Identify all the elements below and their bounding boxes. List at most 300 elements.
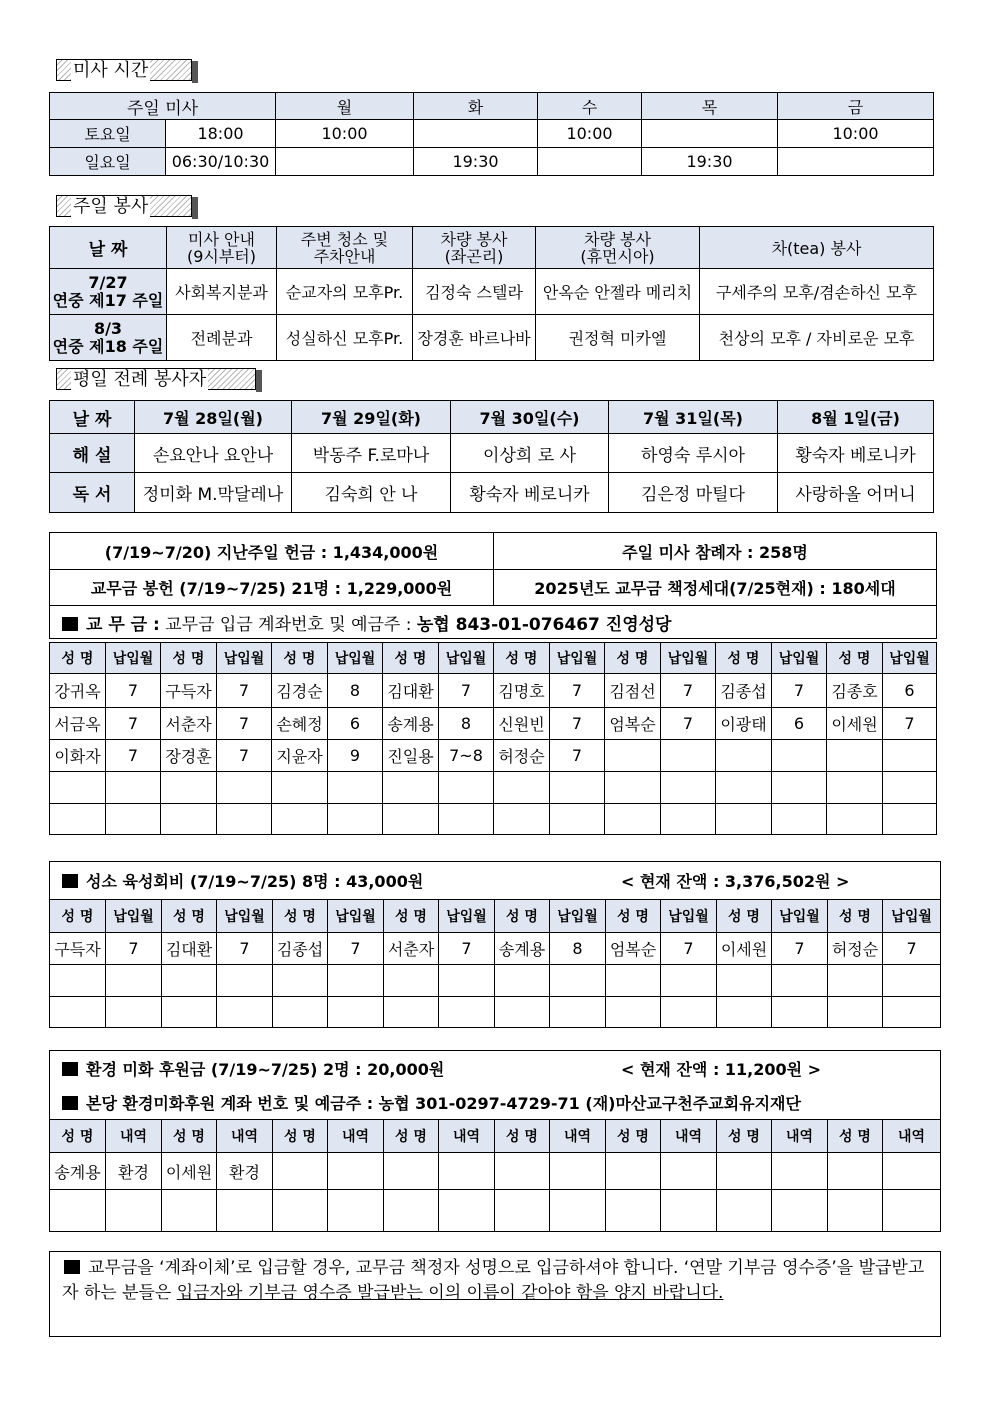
sunday-car-cell: 안옥순 안젤라 메리치 [536,269,700,315]
value-cell: 6 [772,708,827,740]
value-cell [550,772,605,804]
value-cell [772,1190,828,1232]
environment-account-row [50,1086,941,1120]
name-cell [273,1190,328,1232]
weekday-role-label: 독 서 [50,473,135,513]
name-cell [495,1153,550,1190]
mass-time-cell: 19:30 [642,148,778,176]
value-cell [106,804,161,835]
value-cell: 7~8 [439,740,494,772]
column-header-value: 내역 [883,1120,941,1153]
value-cell [883,1190,941,1232]
name-cell [606,997,661,1028]
name-cell: 구득자 [50,933,106,965]
sunday-header-date: 날 짜 [50,227,167,269]
value-cell [328,804,383,835]
column-header-name: 성 명 [384,900,439,933]
mass-time-cell [276,148,414,176]
name-cell: 김경순 [272,674,328,708]
name-cell: 구득자 [161,674,217,708]
value-cell [772,772,827,804]
value-cell: 7 [550,708,605,740]
column-header-name: 성 명 [50,643,106,674]
name-cell [50,1190,106,1232]
column-header-value: 내역 [106,1120,162,1153]
value-cell [217,1190,273,1232]
mass-time-cell: 10:00 [538,120,642,148]
column-header-value: 납입월 [772,643,827,674]
value-cell [439,965,495,997]
tithe-account-row [50,606,937,639]
name-cell [495,965,550,997]
column-header-name: 성 명 [828,900,883,933]
column-header-name: 성 명 [495,900,550,933]
value-cell [439,997,495,1028]
name-cell: 이화자 [50,740,106,772]
mass-time-cell: 10:00 [276,120,414,148]
value-cell: 7 [217,740,272,772]
weekday-header-day: 7월 31일(목) [609,401,778,434]
value-cell [328,772,383,804]
mass-day-label: 일요일 [50,148,166,176]
column-header-name: 성 명 [384,1120,439,1153]
name-cell: 김종섭 [716,674,772,708]
offering-summary-table [49,532,937,639]
sunday-date-cell: 7/27 연중 제17 주일 [50,269,167,315]
sunday-header-cleaning: 주변 청소 및 주차안내 [277,227,413,269]
column-header-value: 납입월 [328,643,383,674]
name-cell: 진일용 [383,740,439,772]
column-header-value: 납입월 [106,900,162,933]
vocation-fund-table [49,861,941,1028]
column-header-name: 성 명 [606,1120,661,1153]
column-header-value: 내역 [217,1120,273,1153]
value-cell [772,804,827,835]
weekday-service-title: 평일 전례 봉사자 [56,368,256,390]
name-cell [495,997,550,1028]
name-cell [50,772,106,804]
sunday-row [50,269,934,315]
value-cell: 8 [550,933,606,965]
tithe-households: 2025년도 교무금 책정세대(7/25현재) : 180세대 [494,570,937,606]
value-cell: 8 [439,708,494,740]
weekday-person-cell: 하영숙 루시아 [609,434,778,473]
sunday-cleaning-cell: 순교자의 모후Pr. [277,269,413,315]
tithe-offering: 교무금 봉헌 (7/19~7/25) 21명 : 1,229,000원 [50,570,494,606]
mass-header-tue: 화 [414,93,538,120]
name-cell [495,1190,550,1232]
value-cell: 7 [217,674,272,708]
name-cell: 손혜정 [272,708,328,740]
name-cell [605,804,661,835]
value-cell [550,1153,606,1190]
value-cell: 7 [328,933,384,965]
value-cell [772,997,828,1028]
name-cell [605,740,661,772]
column-header-name: 성 명 [50,1120,106,1153]
mass-row-sunday [50,148,934,176]
value-cell: 환경 [106,1153,162,1190]
vocation-grid-header-row [50,900,941,933]
offering-summary-row [50,533,937,570]
mass-time-cell [538,148,642,176]
weekday-person-cell: 사랑하올 어머니 [778,473,934,513]
name-cell: 김점선 [605,674,661,708]
mass-header-sunday: 주일 미사 [50,93,276,120]
column-header-value: 납입월 [550,900,606,933]
column-header-value: 납입월 [661,643,716,674]
value-cell [328,1153,384,1190]
name-cell [384,965,439,997]
mass-header-mon: 월 [276,93,414,120]
mass-header-row [50,93,934,120]
environment-title-row [50,1051,941,1086]
name-cell [606,1190,661,1232]
value-cell [772,965,828,997]
name-cell [273,997,328,1028]
value-cell [661,740,716,772]
mass-attendees: 주일 미사 참례자 : 258명 [494,533,937,570]
column-header-name: 성 명 [272,643,328,674]
column-header-value: 납입월 [217,643,272,674]
column-header-value: 납입월 [328,900,384,933]
name-cell: 김명호 [494,674,550,708]
value-cell: 8 [328,674,383,708]
value-cell [550,804,605,835]
column-header-value: 납입월 [439,900,495,933]
square-bullet-icon [62,874,78,888]
value-cell: 6 [883,674,937,708]
value-cell: 환경 [217,1153,273,1190]
env-grid-header-row [50,1120,941,1153]
name-cell [494,804,550,835]
value-cell [883,740,937,772]
name-cell [162,965,217,997]
value-cell [772,740,827,772]
mass-time-cell: 19:30 [414,148,538,176]
name-cell [272,804,328,835]
name-cell [383,804,439,835]
value-cell [661,804,716,835]
column-header-name: 성 명 [828,1120,883,1153]
value-cell [328,997,384,1028]
column-header-value: 납입월 [661,900,717,933]
weekday-header-day: 7월 29일(화) [292,401,451,434]
value-cell [439,1153,495,1190]
weekday-person-cell: 이상희 로 사 [451,434,609,473]
notice-box [49,1251,941,1337]
value-cell [550,1190,606,1232]
value-cell: 7 [661,674,716,708]
square-bullet-icon [62,1096,78,1110]
mass-time-cell: 06:30/10:30 [166,148,276,176]
value-cell: 7 [883,933,941,965]
name-cell [383,772,439,804]
mass-time-cell: 10:00 [778,120,934,148]
value-cell [328,1190,384,1232]
sunday-guide-cell: 사회복지분과 [167,269,277,315]
name-cell [50,804,106,835]
name-cell [273,1153,328,1190]
mass-header-thu: 목 [642,93,778,120]
sunday-guide-cell: 전례분과 [167,315,277,361]
table-row [50,674,937,708]
column-header-name: 성 명 [717,1120,772,1153]
table-row [50,933,941,965]
value-cell: 7 [550,674,605,708]
weekday-row-reading [50,473,934,513]
weekday-person-cell: 정미화 M.막달레나 [135,473,292,513]
weekday-service-table [49,400,934,513]
name-cell [828,997,883,1028]
column-header-name: 성 명 [605,643,661,674]
value-cell: 7 [550,740,605,772]
table-row [50,965,941,997]
value-cell: 9 [328,740,383,772]
column-header-value: 납입월 [217,900,273,933]
weekday-header-day: 7월 28일(월) [135,401,292,434]
name-cell: 엄복순 [606,933,661,965]
name-cell: 서춘자 [161,708,217,740]
sunday-car-cell: 권정혁 미카엘 [536,315,700,361]
value-cell: 6 [328,708,383,740]
column-header-name: 성 명 [383,643,439,674]
column-header-value: 내역 [661,1120,717,1153]
value-cell [883,804,937,835]
value-cell: 7 [106,708,161,740]
sunday-header-row [50,227,934,269]
column-header-value: 납입월 [550,643,605,674]
value-cell [217,965,273,997]
mass-time-cell [414,120,538,148]
value-cell [883,1153,941,1190]
value-cell: 7 [439,674,494,708]
value-cell: 7 [772,674,827,708]
column-header-name: 성 명 [495,1120,550,1153]
name-cell [827,804,883,835]
name-cell [605,772,661,804]
value-cell [661,965,717,997]
column-header-name: 성 명 [273,1120,328,1153]
value-cell [439,772,494,804]
value-cell: 7 [106,933,162,965]
column-header-name: 성 명 [273,900,328,933]
column-header-name: 성 명 [717,900,772,933]
sunday-date-cell: 8/3 연중 제18 주일 [50,315,167,361]
name-cell: 송계용 [383,708,439,740]
value-cell: 7 [106,740,161,772]
value-cell: 7 [661,933,717,965]
table-row [50,804,937,835]
square-bullet-icon [64,1260,80,1274]
value-cell [550,997,606,1028]
sunday-header-car-1: 차량 봉사 (좌곤리) [413,227,536,269]
value-cell: 7 [661,708,716,740]
name-cell [716,804,772,835]
weekday-header-date: 날 짜 [50,401,135,434]
value-cell [106,997,162,1028]
weekday-person-cell: 손요안나 요안나 [135,434,292,473]
name-cell [828,1153,883,1190]
name-cell: 장경훈 [161,740,217,772]
sunday-header-car-2: 차량 봉사 (휴먼시아) [536,227,700,269]
weekday-person-cell: 박동주 F.로마나 [292,434,451,473]
name-cell: 김종호 [827,674,883,708]
value-cell [106,1190,162,1232]
sunday-service-table [49,226,934,361]
name-cell: 김대환 [162,933,217,965]
name-cell: 이세원 [162,1153,217,1190]
weekday-role-label: 해 설 [50,434,135,473]
name-cell [384,1190,439,1232]
name-cell [827,740,883,772]
column-header-name: 성 명 [494,643,550,674]
name-cell [50,965,106,997]
name-cell [273,965,328,997]
column-header-name: 성 명 [162,1120,217,1153]
name-cell: 김대환 [383,674,439,708]
weekday-person-cell: 김은정 마틸다 [609,473,778,513]
mass-header-wed: 수 [538,93,642,120]
column-header-value: 납입월 [439,643,494,674]
name-cell: 이세원 [827,708,883,740]
value-cell [439,804,494,835]
square-bullet-icon [62,617,78,631]
sunday-car-cell: 김정숙 스텔라 [413,269,536,315]
tithe-account-cell: 교 무 금 : 교무금 입금 계좌번호 및 예금주 : 농협 843-01-076467 진영성당 [50,606,937,639]
column-header-value: 내역 [439,1120,495,1153]
name-cell: 신원빈 [494,708,550,740]
weekday-header-day: 7월 30일(수) [451,401,609,434]
value-cell [439,1190,495,1232]
value-cell [217,997,273,1028]
environment-account-cell: 본당 환경미화후원 계좌 번호 및 예금주 : 농협 301-0297-4729-71 (재)마산교구천주교회유지재단 [50,1086,941,1120]
sunday-service-title: 주일 봉사 [56,195,192,217]
column-header-name: 성 명 [827,643,883,674]
name-cell: 서금옥 [50,708,106,740]
value-cell [661,1190,717,1232]
column-header-value: 내역 [772,1120,828,1153]
value-cell: 7 [772,933,828,965]
column-header-name: 성 명 [50,900,106,933]
name-cell: 허정순 [828,933,883,965]
column-header-name: 성 명 [716,643,772,674]
value-cell: 7 [106,674,161,708]
value-cell [106,965,162,997]
sunday-row [50,315,934,361]
sunday-cleaning-cell: 성실하신 모후Pr. [277,315,413,361]
weekday-header-row [50,401,934,434]
name-cell [384,1153,439,1190]
value-cell [883,965,941,997]
name-cell [384,997,439,1028]
mass-time-cell: 18:00 [166,120,276,148]
sunday-car-cell: 장경훈 바르나바 [413,315,536,361]
name-cell: 이광태 [716,708,772,740]
environment-title-cell: 환경 미화 후원금 (7/19~7/25) 2명 : 20,000원 < 현재 잔액 : 11,200원 > [50,1051,941,1086]
mass-day-label: 토요일 [50,120,166,148]
notice-text: 교무금을 ‘계좌이체’로 입금할 경우, 교무금 책정자 성명으로 입금하셔야 합니다. ‘연말 기부금 영수증’을 발급받고자 하는 분들은 [62,1258,925,1303]
name-cell [717,965,772,997]
weekday-row-commentary [50,434,934,473]
name-cell: 김종섭 [273,933,328,965]
name-cell [717,1190,772,1232]
mass-header-fri: 금 [778,93,934,120]
column-header-value: 납입월 [106,643,161,674]
name-cell: 송계용 [50,1153,106,1190]
name-cell [717,997,772,1028]
vocation-title-cell: 성소 육성회비 (7/19~7/25) 8명 : 43,000원 < 현재 잔액 : 3,376,502원 > [50,862,941,900]
name-cell: 이세원 [717,933,772,965]
column-header-value: 납입월 [883,643,937,674]
vocation-title-row [50,862,941,900]
value-cell [883,997,941,1028]
name-cell [606,965,661,997]
sunday-tea-cell: 구세주의 모후/겸손하신 모후 [700,269,934,315]
name-cell [828,1190,883,1232]
mass-time-cell [642,120,778,148]
column-header-name: 성 명 [606,900,661,933]
name-cell [162,997,217,1028]
weekday-header-day: 8월 1일(금) [778,401,934,434]
value-cell [106,772,161,804]
name-cell: 서춘자 [384,933,439,965]
column-header-name: 성 명 [162,900,217,933]
notice-underlined-text: 입금자와 기부금 영수증 발급받는 이의 이름이 같아야 함을 양지 바랍니다. [176,1283,724,1303]
value-cell: 7 [217,708,272,740]
mass-time-title: 미사 시간 [56,59,192,81]
value-cell [217,804,272,835]
value-cell [550,965,606,997]
name-cell [494,772,550,804]
environment-fund-table [49,1050,941,1232]
sunday-tea-cell: 천상의 모후 / 자비로운 모후 [700,315,934,361]
name-cell [50,997,106,1028]
name-cell [717,1153,772,1190]
table-row [50,708,937,740]
name-cell [606,1153,661,1190]
mass-time-cell [778,148,934,176]
column-header-name: 성 명 [161,643,217,674]
offering-summary-row [50,570,937,606]
column-header-value: 내역 [328,1120,384,1153]
value-cell: 7 [439,933,495,965]
column-header-value: 내역 [550,1120,606,1153]
last-sunday-offering: (7/19~7/20) 지난주일 헌금 : 1,434,000원 [50,533,494,570]
weekday-person-cell: 황숙자 베로니카 [778,434,934,473]
value-cell [661,772,716,804]
value-cell [328,965,384,997]
table-row [50,772,937,804]
value-cell [883,772,937,804]
name-cell: 강귀옥 [50,674,106,708]
value-cell: 7 [883,708,937,740]
square-bullet-icon [62,1062,78,1076]
mass-time-table [49,92,934,176]
value-cell: 7 [217,933,273,965]
column-header-value: 납입월 [883,900,941,933]
name-cell: 허정순 [494,740,550,772]
name-cell [162,1190,217,1232]
tithe-payment-table [49,642,937,835]
mass-row-saturday [50,120,934,148]
table-row [50,1153,941,1190]
table-row [50,1190,941,1232]
value-cell [772,1153,828,1190]
sunday-header-tea: 차(tea) 봉사 [700,227,934,269]
value-cell [661,997,717,1028]
weekday-person-cell: 황숙자 베로니카 [451,473,609,513]
